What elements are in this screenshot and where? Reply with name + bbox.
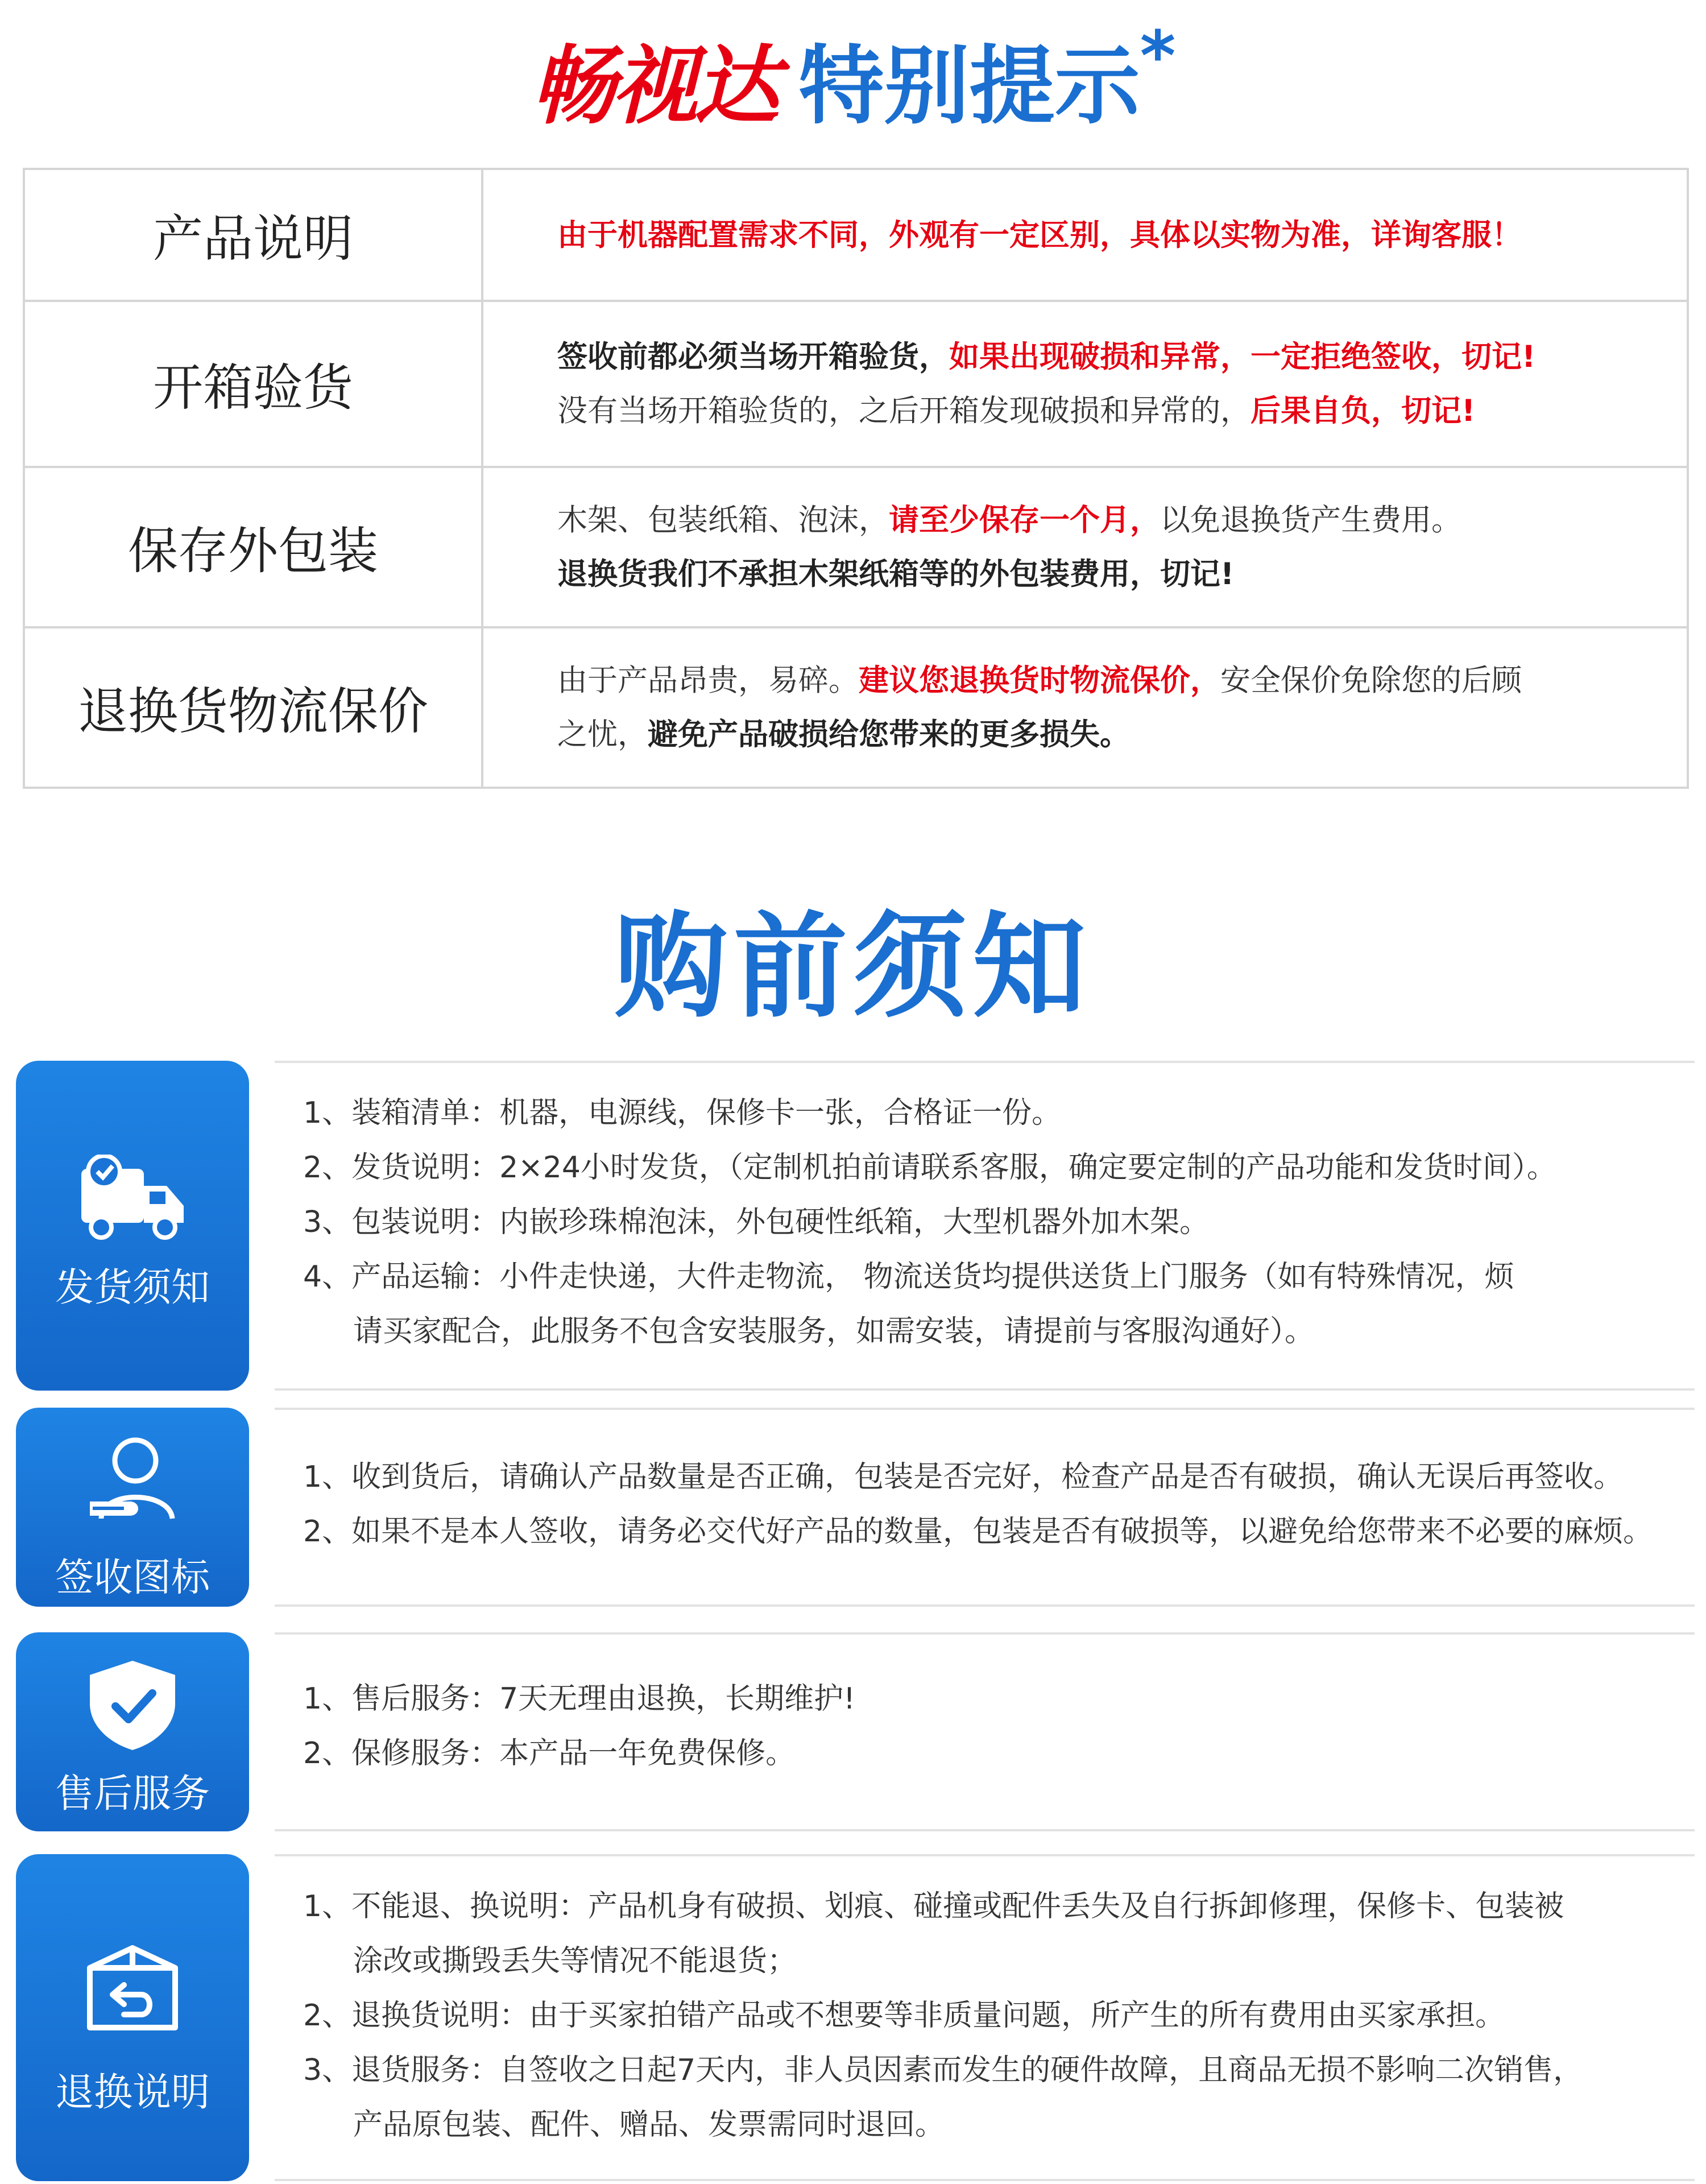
content-text: 签收前都必须当场开箱验货， — [557, 340, 949, 374]
content-line — [557, 330, 1664, 384]
shield-check-icon — [78, 1658, 187, 1752]
header-star: * — [1140, 17, 1176, 96]
badge-shipping — [16, 1061, 249, 1391]
item-list — [303, 1086, 1672, 1359]
list-item: 1、不能退、换说明：产品机身有破损、划痕、碰撞或配件丢失及自行拆卸修理，保修卡、包装被 — [303, 1889, 1564, 1924]
info-block-returns — [16, 1854, 1695, 2181]
item-list — [303, 1879, 1672, 2152]
content-line — [557, 653, 1664, 708]
content-text: 后果自负，切记! — [1250, 394, 1476, 428]
badge-signing — [16, 1408, 249, 1607]
item-list — [303, 1672, 1672, 1781]
content-text: 建议您退换货时物流保价， — [859, 663, 1220, 698]
list-item: 2、发货说明：2×24小时发货，（定制机拍前请联系客服，确定要定制的产品功能和发货时间）。 — [303, 1151, 1556, 1185]
badge-label: 售后服务 — [55, 1772, 210, 1817]
delivery-truck-icon — [78, 1155, 187, 1240]
list-item: 请买家配合，此服务不包含安装服务，如需安装，请提前与客服沟通好）。 — [353, 1314, 1315, 1349]
header-title — [799, 17, 1176, 140]
info-block-signing — [16, 1408, 1695, 1607]
row-label: 产品说明 — [24, 169, 482, 301]
header-title-text: 特别提示 — [798, 37, 1140, 136]
notice-table — [23, 168, 1689, 789]
row-label: 保存外包装 — [24, 467, 482, 627]
return-box-icon — [78, 1939, 187, 2039]
content-line — [557, 547, 1664, 601]
content-line — [557, 208, 1664, 262]
section-title: 购前须知 — [614, 901, 1092, 1033]
content-text: 以免退换货产生费用。 — [1160, 503, 1461, 537]
list-item: 产品原包装、配件、赠品、发票需同时退回。 — [353, 2108, 945, 2142]
content-text: 没有当场开箱验货的，之后开箱发现破损和异常的， — [557, 394, 1250, 428]
badge-label: 发货须知 — [55, 1265, 210, 1310]
content-line — [557, 708, 1664, 762]
list-item: 3、包装说明：内嵌珍珠棉泡沫，外包硬性纸箱，大型机器外加木架。 — [303, 1205, 1210, 1239]
block-content — [275, 1061, 1695, 1391]
table-row — [24, 169, 1688, 301]
row-label: 开箱验货 — [24, 301, 482, 467]
info-block-shipping — [16, 1061, 1695, 1391]
brand-logo-text: 畅视达 — [530, 37, 776, 136]
list-item: 涂改或撕毁丢失等情况不能退货； — [353, 1944, 797, 1978]
list-item: 4、产品运输：小件走快递，大件走物流， 物流送货均提供送货上门服务（如有特殊情况，烦 — [303, 1260, 1514, 1294]
list-item: 2、保修服务：本产品一年免费保修。 — [303, 1736, 796, 1771]
badge-label: 签收图标 — [55, 1556, 210, 1600]
block-content — [275, 1854, 1695, 2181]
item-list — [303, 1450, 1672, 1559]
content-text: 避免产品破损给您带来的更多损失。 — [648, 717, 1130, 752]
content-text: 退换货我们不承担木架纸箱等的外包装费用，切记! — [557, 557, 1235, 592]
user-sign-icon — [78, 1433, 187, 1530]
row-content — [482, 169, 1688, 301]
block-content — [275, 1632, 1695, 1831]
badge-returns — [16, 1854, 249, 2181]
content-text: 安全保价免除您的后顾 — [1220, 663, 1522, 698]
table-row — [24, 301, 1688, 467]
content-text: 请至少保存一个月， — [889, 503, 1160, 537]
list-item: 1、装箱清单：机器，电源线，保修卡一张，合格证一份。 — [303, 1096, 1062, 1130]
row-content — [482, 467, 1688, 627]
list-item: 2、如果不是本人签收，请务必交代好产品的数量，包装是否有破损等，以避免给您带来不必要的麻烦。 — [303, 1515, 1653, 1549]
badge-aftersales — [16, 1632, 249, 1831]
content-line — [557, 493, 1664, 547]
list-item: 1、收到货后，请确认产品数量是否正确，包装是否完好，检查产品是否有破损，确认无误后再签收。 — [303, 1460, 1624, 1494]
row-label: 退换货物流保价 — [24, 627, 482, 788]
badge-label: 退换说明 — [55, 2070, 210, 2115]
table-row — [24, 467, 1688, 627]
content-text: 之忧， — [557, 717, 648, 752]
content-line — [557, 384, 1664, 438]
content-text: 木架、包装纸箱、泡沫， — [557, 503, 889, 537]
content-text: 由于产品昂贵，易碎。 — [557, 663, 859, 698]
content-text: 由于机器配置需求不同，外观有一定区别，具体以实物为准，详询客服！ — [557, 217, 1522, 253]
content-text: 如果出现破损和异常，一定拒绝签收，切记! — [949, 340, 1536, 374]
page-header — [0, 17, 1706, 136]
list-item: 3、退货服务：自签收之日起7天内，非人员因素而发生的硬件故障，且商品无损不影响二次销售， — [303, 2053, 1583, 2087]
list-item: 2、退换货说明：由于买家拍错产品或不想要等非质量问题，所产生的所有费用由买家承担。 — [303, 1999, 1505, 2033]
info-block-aftersales — [16, 1632, 1695, 1831]
row-content — [482, 627, 1688, 788]
table-row — [24, 627, 1688, 788]
list-item: 1、售后服务：7天无理由退换，长期维护! — [303, 1682, 856, 1716]
row-content — [482, 301, 1688, 467]
block-content — [275, 1408, 1695, 1607]
